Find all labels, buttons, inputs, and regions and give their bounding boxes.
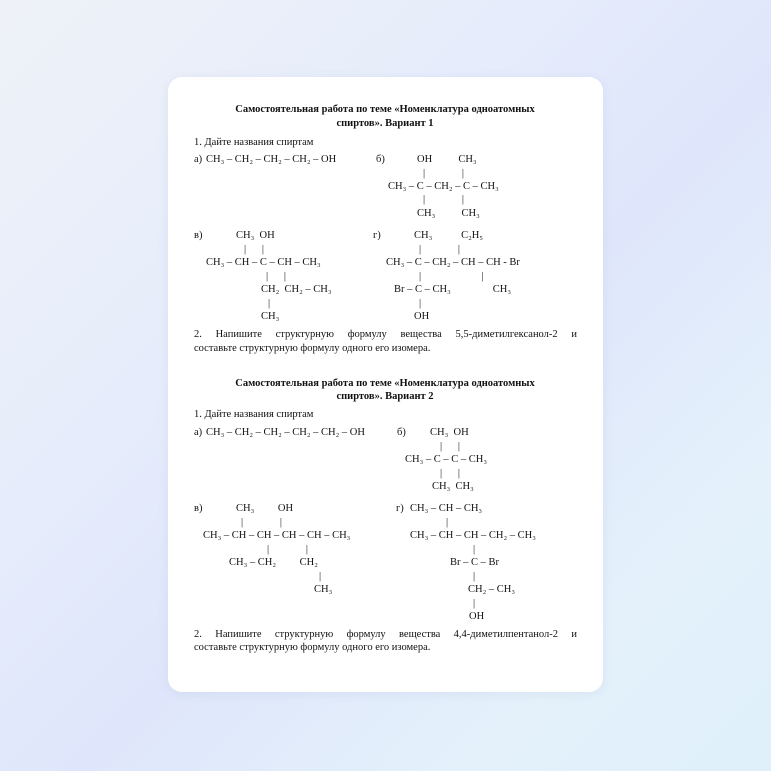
variant2-v-line0: CH₃ OH	[236, 503, 294, 514]
variant1-g-line0: CH₃ C₂H₅	[414, 230, 484, 241]
variant2-b-line2: CH₃ – C – C – CH₃	[405, 454, 488, 465]
variant1-v-line3: | |	[266, 271, 286, 282]
variant2-v-line1: | |	[241, 517, 282, 528]
variant1-v-line5: |	[268, 298, 271, 309]
variant2-g-line1: |	[446, 517, 449, 528]
variant1-b-line1: | |	[423, 168, 464, 179]
variant1-v-line4: CH₂ CH₂ – CH₃	[261, 284, 332, 295]
variant2-g-line0: CH₃ – CH – CH₃	[410, 503, 483, 514]
variant2-a-formula: CH₃ – CH₂ – CH₂ – CH₂ – CH₂ – OH	[206, 427, 365, 438]
variant2-v-line4: CH₃ – CH₂ CH₂	[229, 557, 318, 568]
variant1-g-line5: |	[419, 298, 422, 309]
variant1-b-line3: | |	[423, 194, 464, 205]
variant2-v-line3: | |	[267, 544, 308, 555]
variant1-a-label: а)	[194, 154, 203, 165]
variant1-b-line4: CH₃ CH₃	[417, 208, 480, 219]
variant1-g-label: г)	[373, 230, 381, 241]
variant2-v-line2: CH₃ – CH – CH – CH – CH – CH₃	[203, 530, 351, 541]
variant2-b-line3: | |	[440, 468, 460, 479]
variant2-task2-line2: составьте структурную формулу одного его изомера.	[194, 642, 431, 653]
variant1-task2-line2: составьте структурную формулу одного его изомера.	[194, 343, 431, 354]
variant1-a-formula: CH₃ – CH₂ – CH₂ – CH₂ – OH	[206, 154, 337, 165]
variant2-title-line2: спиртов». Вариант 2	[336, 391, 434, 402]
variant1-g-line4: Br – C – CH₃ CH₃	[394, 284, 511, 295]
variant2-b-line1: | |	[440, 441, 460, 452]
variant1-g-line3: | |	[419, 271, 484, 282]
variant2-a-label: а)	[194, 427, 203, 438]
variant1-v-line2: CH₃ – CH – C – CH – CH₃	[206, 257, 321, 268]
variant2-g-line7: |	[473, 598, 476, 609]
variant2-title-line1: Самостоятельная работа по теме «Номенклатура одноатомных	[235, 378, 535, 389]
variant2-g-line4: Br – C – Br	[450, 557, 500, 568]
variant1-v-line1: | |	[244, 244, 264, 255]
variant2-g-line8: OH	[469, 611, 485, 622]
variant2-v-line6: CH₃	[314, 584, 333, 595]
variant1-g-line6: OH	[414, 311, 430, 322]
variant1-g-line1: | |	[419, 244, 460, 255]
variant2-g-line2: CH₃ – CH – CH – CH₂ – CH₃	[410, 530, 536, 541]
variant1-v-line6: CH₃	[261, 311, 280, 322]
variant2-g-line6: CH₂ – CH₃	[468, 584, 515, 595]
variant1-g-line2: CH₃ – C – CH₂ – CH – CH - Br	[386, 257, 520, 268]
variant2-v-label: в)	[194, 503, 203, 514]
variant1-v-label: в)	[194, 230, 203, 241]
variant2-g-line3: |	[473, 544, 476, 555]
variant2-v-line5: |	[319, 571, 322, 582]
variant1-title-line2: спиртов». Вариант 1	[336, 118, 434, 129]
variant2-task2-line1: 2. Напишите структурную формулу вещества 4,4-диметилпентанол-2 и	[194, 629, 577, 640]
variant2-task1: 1. Дайте названия спиртам	[194, 409, 314, 420]
variant2-b-line4: CH₃ CH₃	[432, 481, 474, 492]
variant1-task2-line1: 2. Напишите структурную формулу вещества 5,5-диметилгексанол-2 и	[194, 329, 577, 340]
variant2-b-line0: CH₃ OH	[430, 427, 469, 438]
variant1-task1: 1. Дайте названия спиртам	[194, 137, 314, 148]
variant2-g-label: г)	[396, 503, 404, 514]
variant2-g-line5: |	[473, 571, 476, 582]
variant1-b-label: б)	[376, 154, 385, 165]
variant1-b-line0: OH CH₃	[417, 154, 477, 165]
variant2-b-label: б)	[397, 427, 406, 438]
variant1-title-line1: Самостоятельная работа по теме «Номенклатура одноатомных	[235, 104, 535, 115]
variant1-b-line2: CH₃ – C – CH₂ – C – CH₃	[388, 181, 499, 192]
variant1-v-line0: CH₃ OH	[236, 230, 275, 241]
